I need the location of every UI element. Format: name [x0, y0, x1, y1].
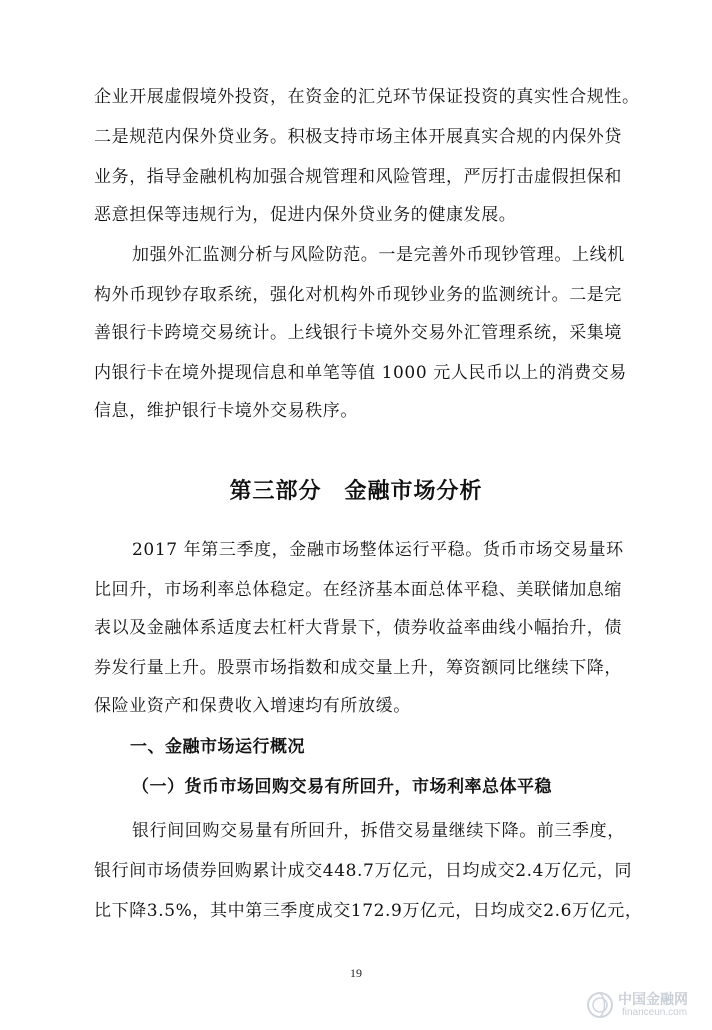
- subsection-heading: 一、金融市场运行概况: [130, 737, 305, 757]
- paragraph-line: 券发行量上升。股票市场指数和成交量上升，筹资额同比继续下降，: [94, 658, 622, 678]
- paragraph-line: 比下降3.5%，其中第三季度成交172.9万亿元，日均成交2.6万亿元，: [94, 901, 643, 921]
- paragraph-line: 恶意担保等违规行为，促进内保外贷业务的健康发展。: [94, 205, 517, 225]
- watermark-name-cn: 中国金融网: [618, 992, 688, 1008]
- paragraph-line: 构外币现钞存取系统，强化对机构外币现钞业务的监测统计。二是完: [94, 285, 622, 305]
- paragraph-line: 比回升，市场利率总体稳定。在经济基本面总体平稳、美联储加息缩: [94, 580, 622, 600]
- paragraph-line: 二是规范内保外贷业务。积极支持市场主体开展真实合规的内保外贷: [94, 127, 622, 147]
- page-number: 19: [350, 966, 362, 980]
- paragraph-line: 业务，指导金融机构加强合规管理和风险管理，严厉打击虚假担保和: [94, 167, 622, 187]
- paragraph-line: 银行间回购交易量有所回升，拆借交易量继续下降。前三季度，: [132, 821, 625, 841]
- subsubsection-heading: （一）货币市场回购交易有所回升，市场利率总体平稳: [132, 777, 552, 797]
- paragraph-line: 内银行卡在境外提现信息和单笔等值 1000 元人民币以上的消费交易: [94, 363, 627, 383]
- financeun-logo-icon: [586, 991, 614, 1019]
- paragraph-line: 银行间市场债券回购累计成交448.7万亿元，日均成交2.4万亿元，同: [94, 861, 633, 881]
- paragraph-line: 保险业资产和保费收入增速均有所放缓。: [94, 696, 411, 716]
- paragraph-line: 2017 年第三季度，金融市场整体运行平稳。货币市场交易量环: [132, 540, 624, 560]
- watermark: [586, 987, 706, 1023]
- paragraph-line: 企业开展虚假境外投资，在资金的汇兑环节保证投资的真实性合规性。: [94, 87, 640, 107]
- paragraph-line: 加强外汇监测分析与风险防范。一是完善外币现钞管理。上线机: [132, 245, 625, 265]
- watermark-name-en: financeun.com: [622, 1007, 688, 1018]
- paragraph-line: 信息，维护银行卡境外交易秩序。: [94, 401, 358, 421]
- section-title: 第三部分 金融市场分析: [229, 479, 483, 504]
- paragraph-line: 表以及金融体系适度去杠杆大背景下，债券收益率曲线小幅抬升，债: [94, 618, 622, 638]
- paragraph-line: 善银行卡跨境交易统计。上线银行卡境外交易外汇管理系统，采集境: [94, 323, 622, 343]
